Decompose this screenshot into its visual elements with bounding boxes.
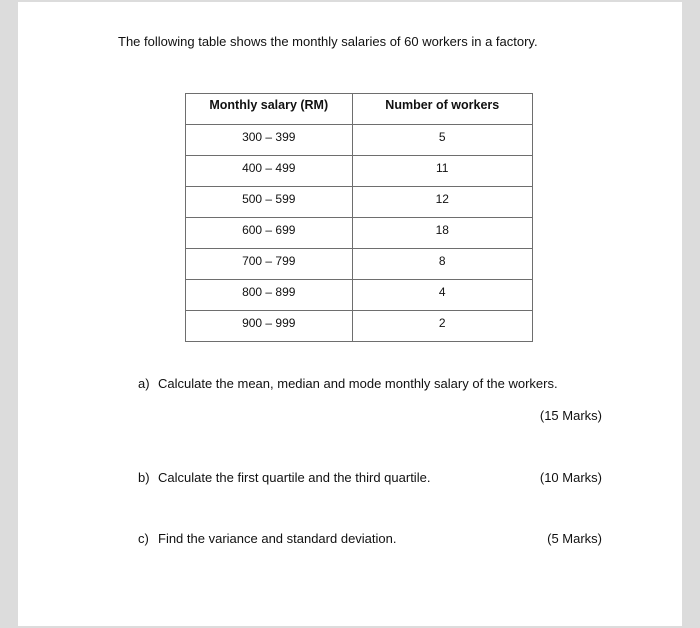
question-c — [138, 531, 397, 546]
column-header-workers: Number of workers — [352, 94, 532, 125]
intro-text: The following table shows the monthly salaries of 60 workers in a factory. — [118, 34, 538, 49]
document-page — [18, 2, 682, 626]
salary-range-cell: 700 – 799 — [186, 249, 353, 280]
column-header-salary: Monthly salary (RM) — [186, 94, 353, 125]
marks-a: (15 Marks) — [539, 408, 602, 423]
table-header-row — [186, 94, 533, 125]
question-text: Find the variance and standard deviation. — [158, 531, 397, 546]
salary-table — [185, 93, 533, 342]
table-row — [186, 125, 533, 156]
worker-count-cell: 8 — [352, 249, 532, 280]
salary-range-cell: 600 – 699 — [186, 218, 353, 249]
question-letter: b) — [138, 470, 150, 485]
worker-count-cell: 11 — [352, 156, 532, 187]
question-letter: c) — [138, 531, 149, 546]
question-a — [138, 376, 558, 391]
question-text: Calculate the mean, median and mode monthly salary of the workers. — [158, 376, 558, 391]
salary-range-cell: 500 – 599 — [186, 187, 353, 218]
question-text: Calculate the first quartile and the third quartile. — [158, 470, 431, 485]
question-b — [138, 470, 430, 485]
salary-range-cell: 400 – 499 — [186, 156, 353, 187]
table-row — [186, 187, 533, 218]
worker-count-cell: 12 — [352, 187, 532, 218]
table-row — [186, 218, 533, 249]
table-row — [186, 156, 533, 187]
table-row — [186, 249, 533, 280]
salary-range-cell: 900 – 999 — [186, 311, 353, 342]
worker-count-cell: 5 — [352, 125, 532, 156]
worker-count-cell: 4 — [352, 280, 532, 311]
table-row — [186, 280, 533, 311]
salary-range-cell: 300 – 399 — [186, 125, 353, 156]
worker-count-cell: 2 — [352, 311, 532, 342]
salary-range-cell: 800 – 899 — [186, 280, 353, 311]
marks-b: (10 Marks) — [539, 470, 602, 485]
table-row — [186, 311, 533, 342]
marks-c: (5 Marks) — [547, 531, 602, 546]
worker-count-cell: 18 — [352, 218, 532, 249]
question-letter: a) — [138, 376, 150, 391]
